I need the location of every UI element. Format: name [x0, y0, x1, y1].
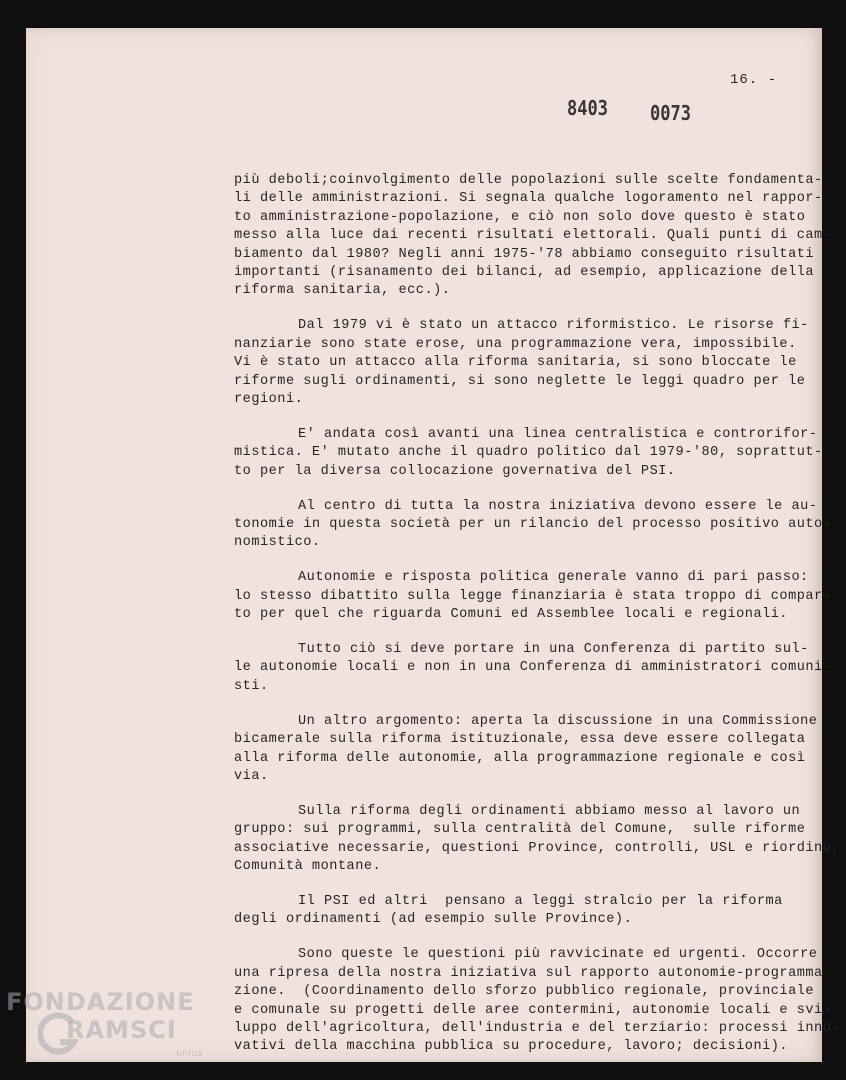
text-line: vativi della macchina pubblica su procedure, lavoro; decisioni).: [234, 1039, 789, 1055]
paragraph: [234, 946, 841, 1056]
paragraph: [234, 713, 818, 787]
text-line: Al centro di tutta la nostra iniziativa devono essere le au-: [298, 498, 818, 514]
paragraph: [234, 426, 823, 481]
text-line: bicamerale sulla riforma istituzionale, essa deve essere collegata: [234, 732, 806, 748]
watermark-suffix: onlus: [176, 1048, 203, 1059]
text-line: Tutto ciò si deve portare in una Conferenza di partito sul-: [298, 642, 809, 658]
text-line: importanti (risanamento dei bilanci, ad esempio, applicazione della: [234, 265, 815, 281]
watermark-line-2: RAMSCI: [66, 1016, 177, 1044]
text-line: Autonomie e risposta politica generale vanno di pari passo:: [298, 570, 809, 586]
archive-stamp-sequence: 0073: [650, 101, 691, 125]
paragraph: [234, 803, 841, 877]
text-line: e comunale su progetti delle aree contermini, autonomie locali e svi-: [234, 1002, 832, 1018]
text-line: via.: [234, 768, 269, 784]
text-line: Il PSI ed altri pensano a leggi stralcio per la riforma: [298, 894, 783, 909]
paragraph: [234, 569, 832, 624]
text-line: associative necessarie, questioni Province, controlli, USL e riordino,: [234, 840, 841, 856]
text-line: biamento dal 1980? Negli anni 1975-'78 abbiamo conseguito risultati: [234, 246, 815, 262]
text-line: Comunità montane.: [234, 859, 382, 875]
text-line: Vi è stato un attacco alla riforma sanitaria, si sono bloccate le: [234, 355, 797, 371]
text-line: nanziarie sono state erose, una programmazione vera, impossibile.: [234, 336, 797, 352]
text-line: Sulla riforma degli ordinamenti abbiamo messo al lavoro un: [298, 803, 801, 819]
text-line: sti.: [234, 678, 269, 694]
text-line: tonomie in questa società per un rilancio del processo positivo auto-: [234, 517, 832, 532]
text-line: riforme sugli ordinamenti, si sono neglette le leggi quadro per le: [234, 373, 806, 389]
text-line: riforma sanitaria, ecc.).: [234, 283, 451, 299]
text-line: le autonomie locali e non in una Conferenza di amministratori comuni-: [234, 660, 832, 676]
page-number: 16. -: [730, 72, 778, 88]
paragraph: [234, 893, 794, 930]
text-line: Sono queste le questioni più ravvicinate ed urgenti. Occorre: [298, 947, 818, 963]
text-line: una ripresa della nostra iniziativa sul rapporto autonomie-programma: [234, 965, 823, 981]
text-line: luppo dell'agricoltura, dell'industria e del terziario: processi inno-: [234, 1020, 841, 1036]
text-line: Dal 1979 vi è stato un attacco riformistico. Le risorse fi-: [298, 318, 809, 334]
text-line: li delle amministrazioni. Si segnala qualche logoramento nel rappor-: [234, 191, 823, 207]
text-line: regioni.: [234, 391, 304, 407]
text-line: messo alla luce dai recenti risultati elettorali. Quali punti di cam-: [234, 228, 832, 244]
watermark-line-1: FONDAZIONE: [6, 988, 195, 1016]
paragraph: [234, 641, 832, 696]
text-line: gruppo: sui programmi, sulla centralità del Comune, sulle riforme: [234, 822, 806, 838]
text-line: to per la diversa collocazione governativa del PSI.: [234, 463, 676, 479]
document-body: [234, 172, 841, 1073]
text-line: degli ordinamenti (ad esempio sulle Province).: [234, 912, 633, 928]
text-line: nomistico.: [234, 535, 321, 551]
text-line: to per quel che riguarda Comuni ed Assemblee locali e regionali.: [234, 607, 789, 623]
text-line: zione. (Coordinamento dello sforzo pubblico regionale, provinciale: [234, 984, 815, 1000]
text-line: più deboli;coinvolgimento delle popolazioni sulle scelte fondamenta-: [234, 173, 823, 188]
text-line: mistica. E' mutato anche il quadro politico dal 1979-'80, soprattut-: [234, 445, 823, 461]
text-line: lo stesso dibattito sulla legge finanziaria è stata troppo di compar-: [234, 588, 832, 604]
paragraph: [234, 317, 809, 409]
text-line: alla riforma delle autonomie, alla programmazione regionale e così: [234, 750, 806, 766]
text-line: E' andata così avanti una linea centralistica e controrifor-: [298, 426, 818, 442]
text-line: Un altro argomento: aperta la discussione in una Commissione: [298, 713, 818, 729]
fondazione-gramsci-watermark: [6, 988, 226, 1068]
archive-stamp-code: 8403: [567, 96, 608, 120]
paragraph: [234, 498, 832, 553]
paragraph: [234, 172, 832, 301]
text-line: to amministrazione-popolazione, e ciò non solo dove questo è stato: [234, 209, 806, 225]
